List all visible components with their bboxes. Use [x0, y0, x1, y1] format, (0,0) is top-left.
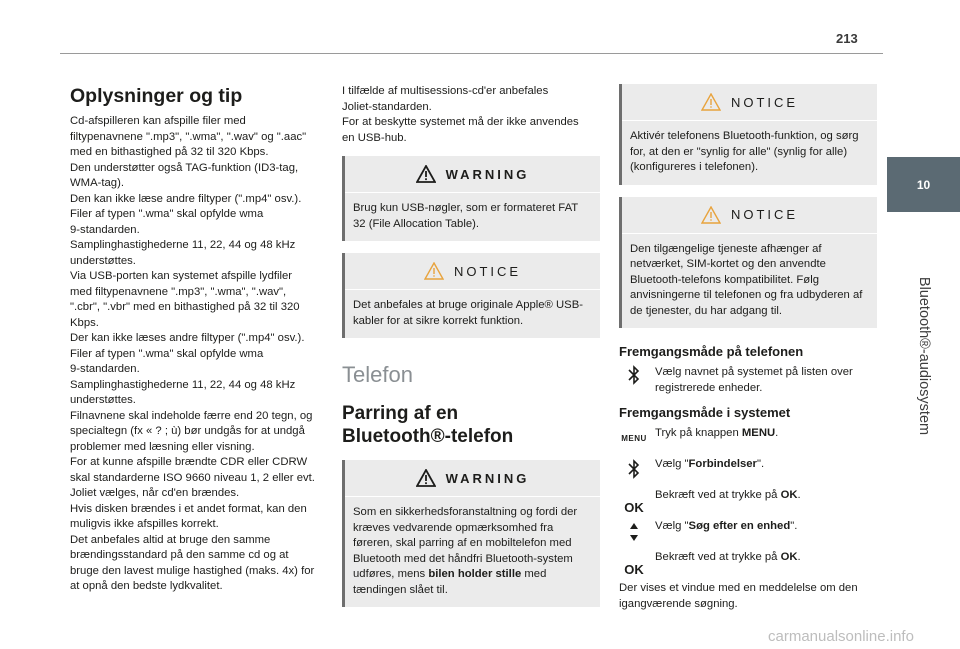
notice-header	[345, 253, 600, 290]
section-title-oplysninger: Oplysninger og tip	[70, 85, 243, 107]
text-line: Den kan ikke læse andre filtyper (".mp4" osv.).	[70, 192, 302, 205]
bluetooth-icon	[619, 365, 649, 385]
text-line: Den understøtter også TAG-funktion (ID3-tag,	[70, 161, 299, 174]
text-line: Det anbefales altid at bruge den samme	[70, 533, 271, 546]
system-step	[619, 426, 877, 457]
notice-box-service	[619, 197, 877, 329]
page-number: 213	[836, 31, 858, 46]
notice-box-apple	[342, 253, 600, 338]
warning-triangle-icon	[416, 165, 436, 183]
text-line: muligvis ikke afspilles korrekt.	[70, 518, 219, 530]
text-line: 9-standarden.	[70, 223, 140, 236]
text-line: med en bithastighed på 32 til 320 Kbps.	[70, 146, 269, 158]
text-line: 9-standarden.	[70, 363, 140, 375]
menu-button-icon: MENU	[621, 434, 647, 443]
text-line: Hvis disken brændes i et andet format, kan den	[70, 502, 307, 515]
text-line: specialtegn (fx « ? ; ù) bør undgås for at undgå	[70, 425, 305, 437]
system-step-text: Tryk på knappen MENU.	[655, 427, 779, 439]
warning-triangle-icon	[416, 469, 436, 487]
warning-title-2: WARNING	[445, 470, 530, 486]
phone-step-text: Vælg navnet på systemet på listen over registrerede enheder.	[655, 366, 853, 394]
text-line: skal standarderne ISO 9660 niveau 1, 2 eller evt.	[70, 471, 315, 484]
system-step	[619, 550, 877, 581]
text-line: Joliet-standarden.	[342, 100, 432, 113]
phone-step	[619, 365, 877, 397]
warning-text-bold: bilen holder stille	[428, 568, 522, 580]
warning-box-pairing	[342, 460, 600, 607]
notice-box-bluetooth	[619, 84, 877, 185]
system-step-text: Vælg "Forbindelser".	[655, 458, 765, 470]
text-line: Samplinghastighederne 11, 22, 44 og 48 kHz	[70, 378, 296, 391]
column-3	[619, 84, 877, 612]
notice-text-3b: Den tilgængelige tjeneste afhænger af netværket, SIM-kortet og den anvendte Bluetooth-telefons kompatibilitet. Følg anvisningerne til telefonen og fra udbyderen af de tjenester, du har adgang til.	[630, 242, 863, 317]
chapter-tab: 10	[887, 157, 960, 212]
warning-text-part1: Som en sikkerhedsforanstaltning og fordi der kræves vedvarende opmærksomhed fra føreren, skal parring af en mobiltelefon med Bluetooth med det håndfri Bluetooth-system udføres, mens	[353, 506, 578, 580]
text-line: at opnå den bedste lydkvalitet.	[70, 580, 223, 592]
text-line: Filer af typen ".wma" skal opfylde wma	[70, 208, 264, 220]
system-step	[619, 488, 877, 519]
notice-triangle-icon	[701, 93, 721, 111]
warning-text-2	[345, 497, 600, 607]
notice-title-3b: NOTICE	[730, 207, 799, 222]
text-line: ".cbr", ".vbr" med en bithastighed på 32 til 320	[70, 301, 300, 313]
warning-box-usb	[342, 156, 600, 241]
notice-triangle-icon	[701, 206, 721, 224]
text-line: med filtypenavnene ".mp3", ".wma", ".wav",	[70, 285, 287, 298]
warning-header	[345, 156, 600, 193]
text-line: understøttes.	[70, 394, 136, 406]
text-line: Via USB-porten kan systemet afspille lydfiler	[70, 270, 293, 282]
text-line: Filnavnene skal indeholde færre end 20 tegn, og	[70, 409, 313, 422]
chapter-label: Bluetooth®-audiosystem	[916, 276, 932, 436]
notice-text: Det anbefales at bruge originale Apple® USB-kabler for at sikre korrekt funktion.	[353, 299, 584, 327]
text-line: understøttes.	[70, 254, 136, 267]
notice-header-3a	[622, 84, 877, 121]
section-telefon: Telefon	[342, 362, 413, 387]
text-line: For at beskytte systemet må der ikke anvendes	[342, 116, 579, 128]
notice-title-3a: NOTICE	[730, 94, 799, 110]
text-line: bruge den lavest mulige hastighed (maks. 4x) for	[70, 564, 315, 577]
text-line: Cd-afspilleren kan afspille filer med	[70, 115, 246, 127]
text-line: Kbps.	[70, 316, 99, 329]
text-line: Der kan ikke læses andre filtyper (".mp4" osv.).	[70, 332, 305, 344]
column-2	[342, 80, 600, 607]
text-line: WMA-tag).	[70, 177, 124, 189]
bluetooth-icon	[619, 457, 649, 479]
text-line: Joliet vælges, når cd'en brændes.	[70, 487, 240, 499]
text-line: filtypenavnene ".mp3", ".wma", ".wav" og ".aac"	[70, 130, 307, 143]
heading-pairing-line2: Bluetooth®-telefon	[342, 426, 514, 447]
heading-phone-procedure: Fremgangsmåde på telefonen	[619, 344, 804, 359]
system-step-text: Bekræft ved at trykke på OK.	[655, 551, 801, 563]
system-step-text: Vælg "Søg efter en enhed".	[655, 520, 798, 532]
warning-text: Brug kun USB-nøgler, som er formateret FAT 32 (File Allocation Table).	[353, 202, 578, 230]
text-line: brændingsstandard på den samme cd og at	[70, 549, 289, 561]
system-step-text: Bekræft ved at trykke på OK.	[655, 489, 801, 501]
text-line: Filer af typen ".wma" skal opfylde wma	[70, 347, 264, 360]
system-steps	[619, 426, 877, 581]
intro-paragraph	[342, 84, 600, 146]
watermark: carmanualsonline.info	[768, 628, 914, 645]
notice-text-3a: Aktivér telefonens Bluetooth-funktion, og sørg for, at den er "synlig for alle" (synlig for alle) (konfigureres i telefonen).	[630, 130, 859, 173]
warning-text-part2: med tændingen slået til.	[353, 568, 547, 596]
text-line: Samplinghastighederne 11, 22, 44 og 48 kHz	[70, 239, 296, 251]
system-step	[619, 457, 877, 488]
ok-button-icon: OK	[624, 562, 644, 577]
ok-button-icon: OK	[624, 500, 644, 515]
text-line: en USB-hub.	[342, 131, 407, 144]
system-step	[619, 519, 877, 550]
notice-title: NOTICE	[453, 263, 522, 279]
heading-pairing-line1: Parring af en	[342, 403, 459, 424]
up-down-arrows-icon	[619, 519, 649, 543]
text-line: For at kunne afspille brændte CDR eller CDRW	[70, 456, 308, 468]
text-line: I tilfælde af multisessions-cd'er anbefales	[342, 85, 549, 97]
text-line: problemer med læsning eller visning.	[70, 440, 255, 453]
warning-title: WARNING	[445, 166, 530, 182]
footer-text: Der vises et vindue med en meddelelse om den igangværende søgning.	[619, 582, 858, 610]
top-rule	[60, 53, 883, 54]
info-paragraph	[70, 114, 328, 595]
warning-header-2	[345, 460, 600, 497]
notice-triangle-icon	[424, 262, 444, 280]
column-1	[70, 80, 328, 595]
heading-system-procedure: Fremgangsmåde i systemet	[619, 405, 791, 420]
notice-header-3b	[622, 197, 877, 234]
